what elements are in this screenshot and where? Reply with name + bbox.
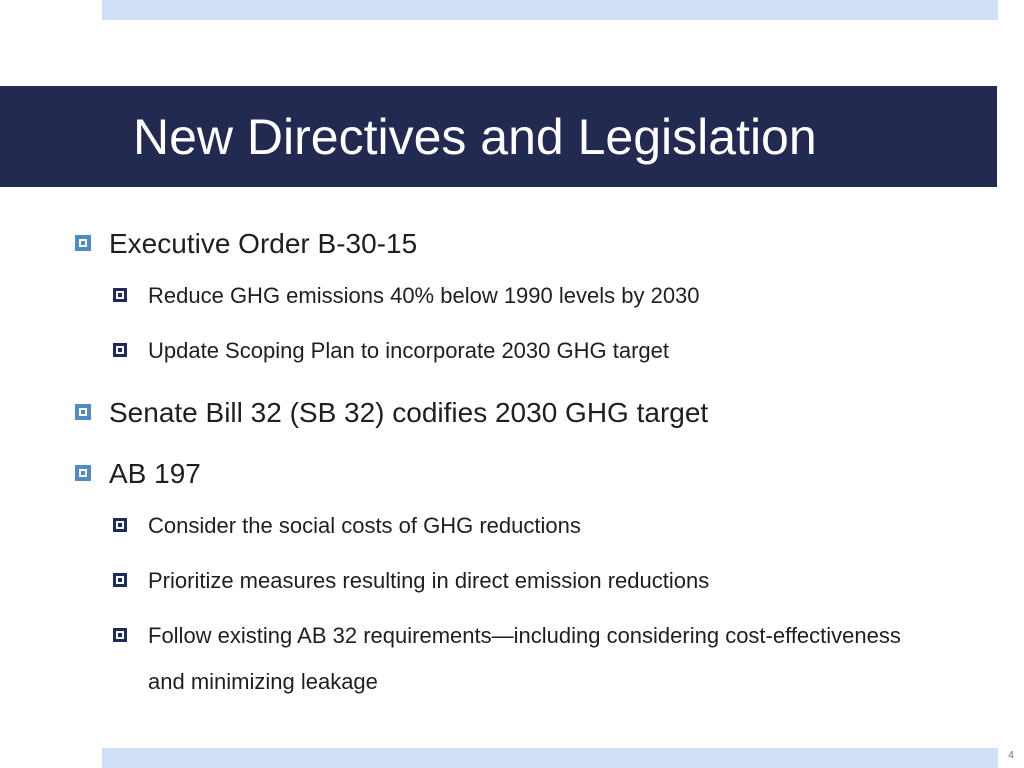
page-number: 4 [1008,750,1014,761]
sub-bullet-text: Reduce GHG emissions 40% below 1990 levels by 2030 [148,283,700,308]
sub-bullet-text: Prioritize measures resulting in direct emission reductions [148,568,710,593]
square-bullet-icon [75,235,91,251]
square-bullet-icon [75,404,91,420]
square-bullet-icon [113,518,127,532]
square-bullet-icon [113,288,127,302]
bullet-text: Senate Bill 32 (SB 32) codifies 2030 GHG target [109,397,709,428]
sub-bullet-text: Consider the social costs of GHG reductions [148,513,581,538]
bullet-text: AB 197 [109,458,201,489]
square-bullet-icon [113,628,127,642]
slide-title: New Directives and Legislation [133,109,817,165]
square-bullet-icon [113,573,127,587]
bottom-accent-band [102,748,998,768]
sub-bullet-text: Follow existing AB 32 requirements—including considering cost-effectiveness and minimizing leakage [148,623,901,694]
sub-bullet-text: Update Scoping Plan to incorporate 2030 GHG target [148,338,669,363]
bullet-text: Executive Order B-30-15 [109,228,418,259]
square-bullet-icon [75,465,91,481]
square-bullet-icon [113,343,127,357]
